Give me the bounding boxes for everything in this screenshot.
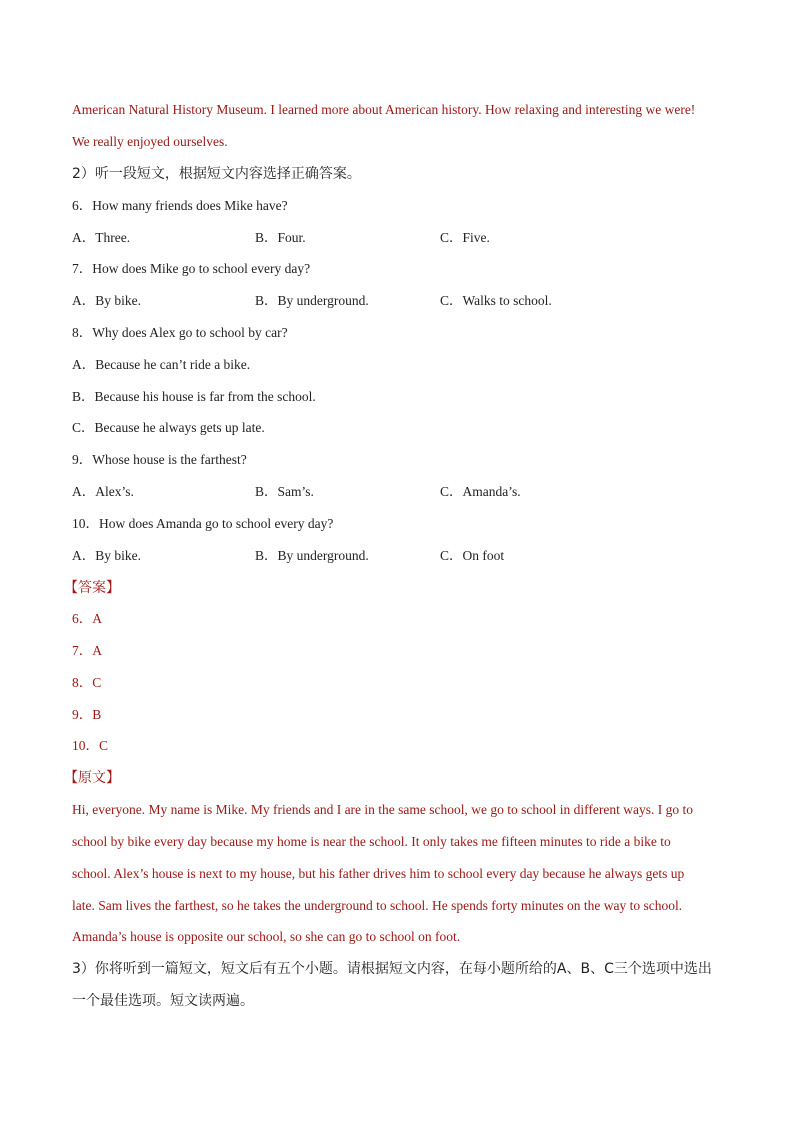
question-7: 7．How does Mike go to school every day? xyxy=(72,261,311,276)
q10-option-b: B．By underground. xyxy=(255,548,369,563)
q8-option-a: A．Because he can’t ride a bike. xyxy=(72,357,251,372)
question-6: 6．How many friends does Mike have? xyxy=(72,198,288,213)
q7-option-a: A．By bike. xyxy=(72,293,141,308)
question-10: 10．How does Amanda go to school every day? xyxy=(72,516,334,531)
section-3-line-2: 一个最佳选项。短文读两遍。 xyxy=(72,993,254,1009)
original-line-4: late. Sam lives the farthest, so he takes the underground to school. He spends forty minutes on the way to school. xyxy=(72,898,683,913)
q7-option-b: B．By underground. xyxy=(255,293,369,308)
section-3-line-1: 3）你将听到一篇短文，短文后有五个小题。请根据短文内容，在每小题所给的A、B、C三个选项中选出 xyxy=(72,961,712,977)
answer-9: 9．B xyxy=(72,707,102,722)
answers-heading: 【答案】 xyxy=(64,580,120,596)
section-2-title: 2）听一段短文，根据短文内容选择正确答案。 xyxy=(72,166,361,182)
original-line-2: school by bike every day because my home is near the school. It only takes me fifteen minutes to ride a bike to xyxy=(72,834,671,849)
answer-10: 10．C xyxy=(72,738,109,753)
q10-option-a: A．By bike. xyxy=(72,548,141,563)
original-line-3: school. Alex’s house is next to my house, but his father drives him to school every day because he always gets up xyxy=(72,866,685,881)
q9-option-b: B．Sam’s. xyxy=(255,484,314,499)
answer-6: 6．A xyxy=(72,611,102,626)
q10-option-c: C．On foot xyxy=(440,548,505,563)
q7-option-c: C．Walks to school. xyxy=(440,293,552,308)
question-9: 9．Whose house is the farthest? xyxy=(72,452,247,467)
intro-line-2: We really enjoyed ourselves. xyxy=(72,134,228,149)
answer-8: 8．C xyxy=(72,675,102,690)
answer-7: 7．A xyxy=(72,643,102,658)
original-line-1: Hi, everyone. My name is Mike. My friends and I are in the same school, we go to school in different ways. I go to xyxy=(72,802,693,817)
intro-line-1: American Natural History Museum. I learned more about American history. How relaxing and interesting we were! xyxy=(72,102,696,117)
original-line-5: Amanda’s house is opposite our school, so she can go to school on foot. xyxy=(72,929,461,944)
q8-option-c: C．Because he always gets up late. xyxy=(72,420,265,435)
q9-option-c: C．Amanda’s. xyxy=(440,484,521,499)
q6-option-b: B．Four. xyxy=(255,230,306,245)
q8-option-b: B．Because his house is far from the school. xyxy=(72,389,316,404)
original-heading: 【原文】 xyxy=(64,770,120,786)
question-8: 8．Why does Alex go to school by car? xyxy=(72,325,288,340)
q6-option-c: C．Five. xyxy=(440,230,490,245)
q9-option-a: A．Alex’s. xyxy=(72,484,134,499)
q6-option-a: A．Three. xyxy=(72,230,131,245)
